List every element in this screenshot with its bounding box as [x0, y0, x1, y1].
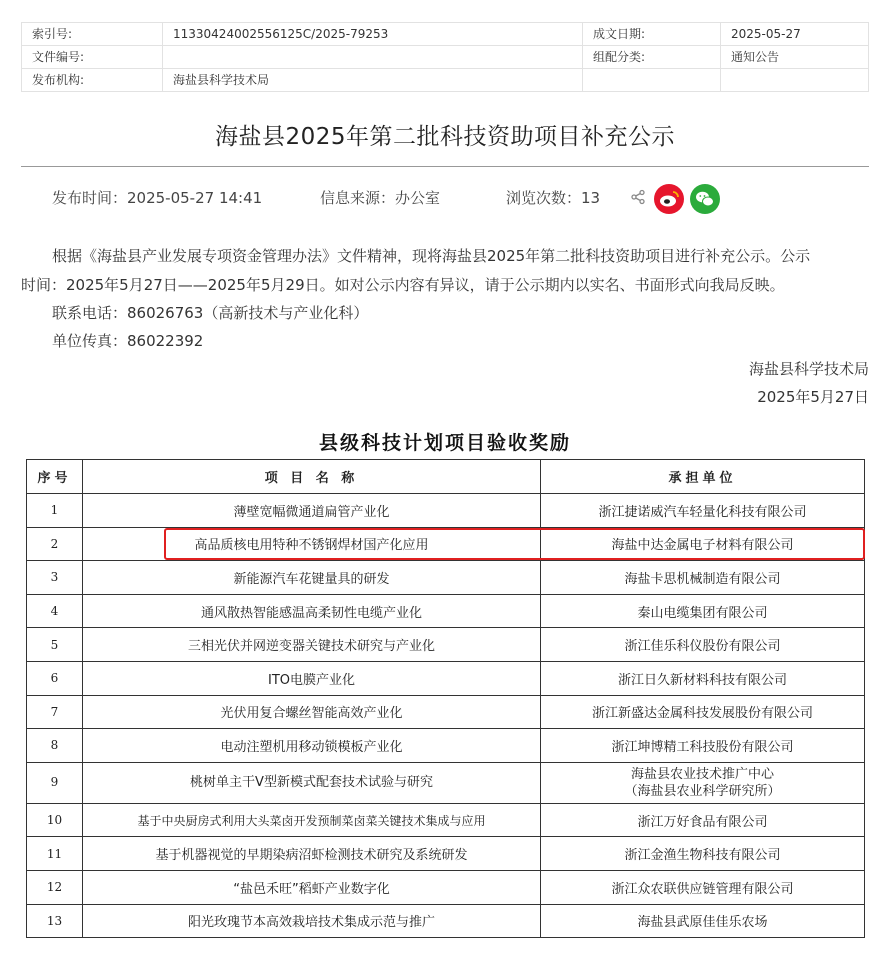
row-seq: 8	[27, 729, 83, 763]
row-unit: 浙江日久新材料科技有限公司	[541, 661, 865, 695]
header-project-name: 项 目 名 称	[83, 460, 541, 494]
row-project-name: 三相光伏并网逆变器关键技术研究与产业化	[83, 628, 541, 662]
row-seq: 3	[27, 561, 83, 595]
row-project-name: 电动注塑机用移动锁模板产业化	[83, 729, 541, 763]
weibo-icon[interactable]	[654, 184, 684, 214]
row-unit: 秦山电缆集团有限公司	[541, 594, 865, 628]
row-unit	[541, 762, 865, 803]
table-row	[27, 695, 865, 729]
meta-category-value: 通知公告	[721, 46, 869, 69]
table-row	[27, 729, 865, 763]
contact-fax: 单位传真：86022392	[52, 332, 204, 350]
row-seq: 13	[27, 904, 83, 938]
title-divider	[21, 166, 869, 167]
row-project-name: 桃树单主干V型新模式配套技术试验与研究	[83, 762, 541, 803]
signature-date: 2025年5月27日	[757, 388, 869, 406]
table-row	[27, 561, 865, 595]
share-icon[interactable]	[630, 189, 646, 205]
meta-category-label: 组配分类:	[583, 46, 721, 69]
table-row	[27, 661, 865, 695]
row-project-name: 阳光玫瑰节本高效栽培技术集成示范与推广	[83, 904, 541, 938]
wechat-icon[interactable]	[690, 184, 720, 214]
row-project-name: “盐邑禾旺”稻虾产业数字化	[83, 870, 541, 904]
meta-issuer-value: 海盐县科学技术局	[163, 69, 583, 92]
meta-doc-no-value	[163, 46, 583, 69]
row-unit: 浙江万好食品有限公司	[541, 803, 865, 837]
row-unit: 海盐中达金属电子材料有限公司	[541, 527, 865, 561]
row-project-name: 基于中央厨房式利用大头菜卤开发预制菜卤菜关键技术集成与应用	[83, 803, 541, 837]
header-unit: 承担单位	[541, 460, 865, 494]
row-unit: 海盐县武原佳佳乐农场	[541, 904, 865, 938]
row-seq: 12	[27, 870, 83, 904]
table-row	[27, 594, 865, 628]
contact-phone: 联系电话：86026763（高新技术与产业化科）	[52, 304, 369, 322]
row-seq: 1	[27, 494, 83, 528]
table-row	[27, 837, 865, 871]
row-unit: 浙江新盛达金属科技发展股份有限公司	[541, 695, 865, 729]
meta-empty	[583, 69, 721, 92]
meta-issuer-label: 发布机构:	[22, 69, 163, 92]
row-project-name: 基于机器视觉的早期染病沼虾检测技术研究及系统研发	[83, 837, 541, 871]
table-row	[27, 762, 865, 803]
table-row	[27, 628, 865, 662]
row-seq: 7	[27, 695, 83, 729]
meta-doc-no-label: 文件编号:	[22, 46, 163, 69]
row-unit: 海盐卡思机械制造有限公司	[541, 561, 865, 595]
page-title: 海盐县2025年第二批科技资助项目补充公示	[214, 124, 676, 150]
meta-index-label: 索引号:	[22, 23, 163, 46]
row-seq: 11	[27, 837, 83, 871]
row-seq: 4	[27, 594, 83, 628]
row-unit: 浙江坤博精工科技股份有限公司	[541, 729, 865, 763]
project-table	[26, 459, 865, 938]
signature-org: 海盐县科学技术局	[748, 360, 869, 378]
meta-date-label: 成文日期:	[583, 23, 721, 46]
row-project-name: 通风散热智能感温高柔韧性电缆产业化	[83, 594, 541, 628]
row-seq: 6	[27, 661, 83, 695]
row-project-name: 高品质核电用特种不锈钢焊材国产化应用	[83, 527, 541, 561]
paragraph-line-2: 时间：2025年5月27日——2025年5月29日。如对公示内容有异议，请于公示期内以实名、书面形式向我局反映。	[21, 276, 785, 294]
row-seq: 9	[27, 762, 83, 803]
table-row	[27, 803, 865, 837]
row-unit: 浙江众农联供应链管理有限公司	[541, 870, 865, 904]
table-title: 县级科技计划项目验收奖励	[318, 432, 571, 454]
document-meta-table	[21, 22, 869, 92]
paragraph-line-1: 根据《海盐县产业发展专项资金管理办法》文件精神，现将海盐县2025年第二批科技资助项目进行补充公示。公示	[52, 247, 811, 265]
row-project-name: 薄壁宽幅微通道扁管产业化	[83, 494, 541, 528]
table-row	[27, 904, 865, 938]
table-header-row	[27, 460, 865, 494]
row-seq: 5	[27, 628, 83, 662]
meta-index-value: 11330424002556125C/2025-79253	[163, 23, 583, 46]
info-source: 信息来源：办公室	[320, 189, 441, 207]
row-unit-line-2: （海盐县农业科学研究所）	[624, 783, 781, 799]
row-unit: 浙江捷诺威汽车轻量化科技有限公司	[541, 494, 865, 528]
table-row	[27, 527, 865, 561]
meta-date-value: 2025-05-27	[721, 23, 869, 46]
row-unit-line-1: 海盐县农业技术推广中心	[630, 766, 774, 782]
header-seq: 序号	[27, 460, 83, 494]
row-seq: 10	[27, 803, 83, 837]
view-count: 浏览次数：13	[506, 189, 601, 207]
table-row	[27, 494, 865, 528]
row-project-name: 新能源汽车花键量具的研发	[83, 561, 541, 595]
publish-time: 发布时间：2025-05-27 14:41	[52, 189, 263, 207]
table-row	[27, 870, 865, 904]
row-project-name: 光伏用复合螺丝智能高效产业化	[83, 695, 541, 729]
row-unit: 浙江金渔生物科技有限公司	[541, 837, 865, 871]
meta-empty	[721, 69, 869, 92]
row-seq: 2	[27, 527, 83, 561]
row-project-name: ITO电膜产业化	[83, 661, 541, 695]
row-unit: 浙江佳乐科仪股份有限公司	[541, 628, 865, 662]
